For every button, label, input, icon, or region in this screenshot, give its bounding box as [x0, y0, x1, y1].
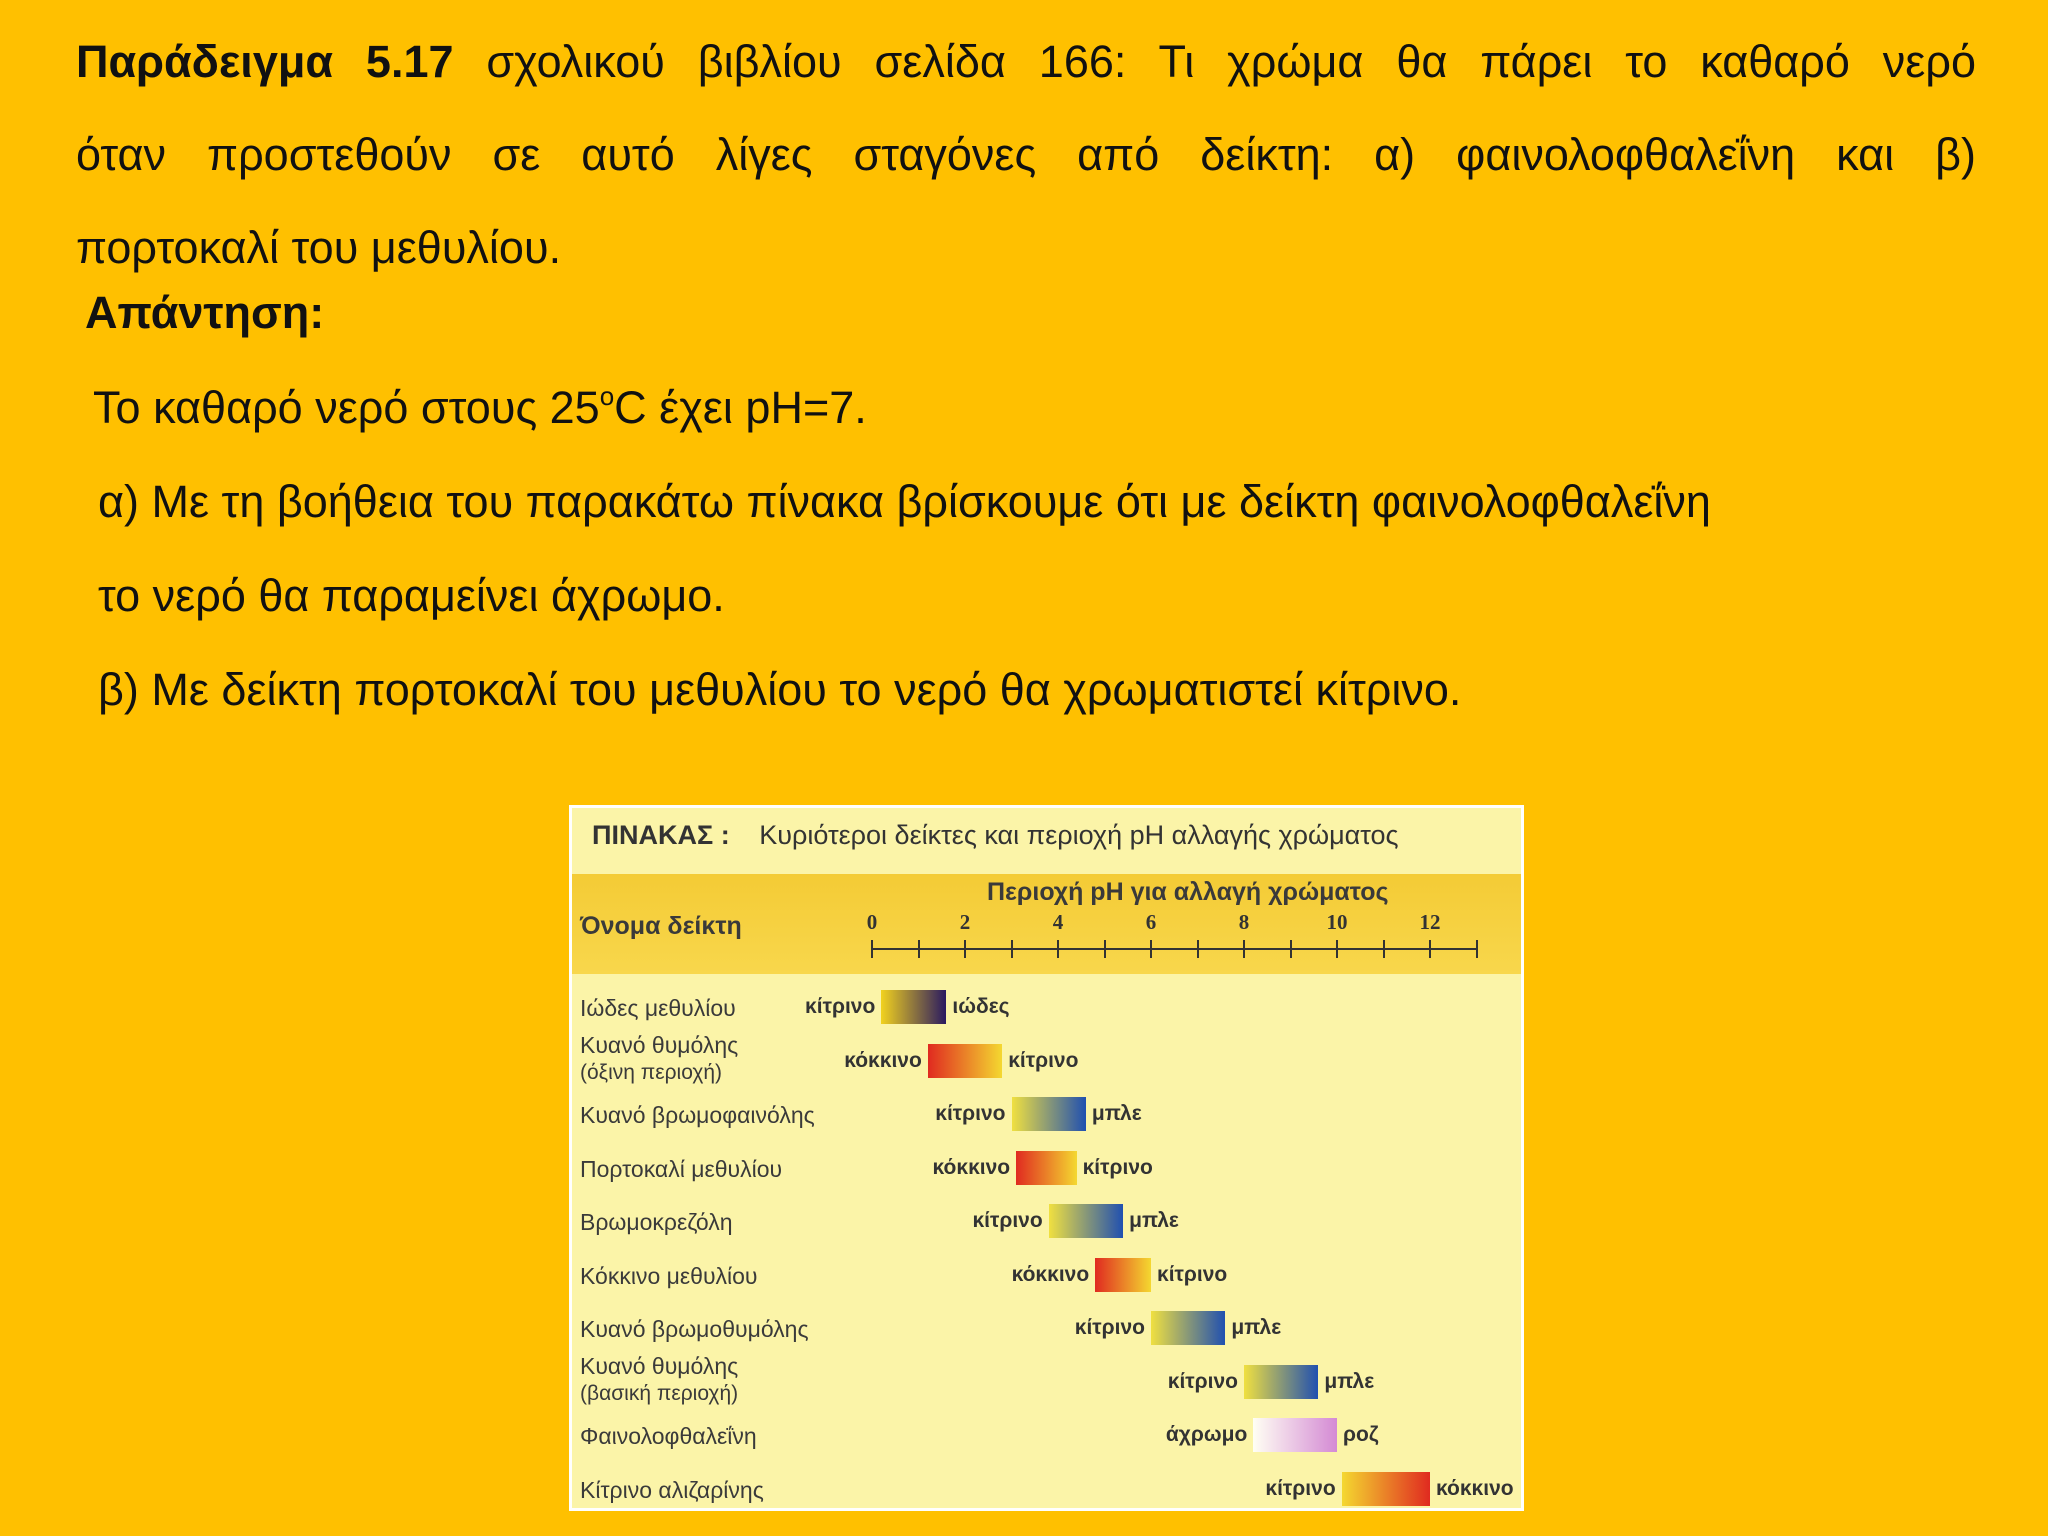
indicator-row [572, 1093, 1521, 1143]
question-line-1 [76, 34, 1976, 90]
high-ph-color-label: μπλε [1231, 1316, 1282, 1339]
column-range-header: Περιοχή pH για αλλαγή χρώματος [987, 878, 1389, 906]
table-title: Κυριότεροι δείκτες και περιοχή pH αλλαγής χρώματος [759, 820, 1399, 850]
question-line-3: πορτοκαλί του μεθυλίου. [76, 222, 562, 273]
color-transition-bar [1244, 1365, 1318, 1399]
degree-sup: o [599, 381, 615, 411]
indicator-row [572, 1414, 1521, 1464]
indicator-name-line: Φαινολοφθαλεΐνη [580, 1423, 757, 1449]
ph-tick-label: 8 [1238, 910, 1250, 934]
indicator-row [572, 1254, 1521, 1304]
ph-tick-label: 10 [1326, 910, 1348, 934]
answer-heading [85, 285, 324, 341]
indicator-name [580, 1353, 738, 1407]
high-ph-color-label: ροζ [1343, 1423, 1379, 1446]
indicator-name-line: Κυανό θυμόλης [580, 1352, 739, 1379]
ph-tick [1104, 940, 1106, 958]
low-ph-color-label: κίτρινο [1074, 1316, 1145, 1339]
indicator-name [580, 995, 736, 1022]
low-ph-color-label: κίτρινο [805, 995, 876, 1018]
indicator-name [580, 1316, 809, 1343]
ph-tick [1011, 940, 1013, 958]
table-label: ΠΙΝΑΚΑΣ : [592, 820, 730, 850]
low-ph-color-label: άχρωμο [1165, 1423, 1248, 1446]
ph-tick [1243, 940, 1245, 958]
color-transition-bar [1095, 1258, 1151, 1292]
ph-tick [964, 940, 966, 958]
high-ph-color-label: μπλε [1129, 1209, 1179, 1232]
high-ph-color-label: κόκκινο [1436, 1476, 1514, 1500]
indicator-name-subline: (βασική περιοχή) [580, 1381, 739, 1405]
example-label: Παράδειγμα 5.17 [76, 36, 454, 87]
ph-tick [1429, 940, 1431, 958]
color-transition-bar [1253, 1418, 1337, 1452]
ph-tick-label: 0 [866, 910, 878, 934]
table-header [572, 874, 1521, 974]
indicator-name-line: Κυανό βρωμοφαινόλης [580, 1102, 815, 1128]
indicator-name [580, 1102, 815, 1129]
ph-scale [572, 874, 1521, 974]
indicator-name [580, 1032, 738, 1086]
ph-tick [1336, 940, 1338, 958]
ph-tick-label: 6 [1145, 910, 1157, 934]
ph-tick [1197, 940, 1199, 958]
water-ph-line [93, 380, 867, 436]
low-ph-color-label: κόκκινο [1011, 1262, 1090, 1286]
color-transition-bar [1016, 1151, 1076, 1185]
question-line-2: όταν προστεθούν σε αυτό λίγες σταγόνες από δείκτη: α) φαινολοφθαλεΐνη και β) [76, 129, 1976, 180]
ph-tick [1383, 940, 1385, 958]
table-title-row [592, 820, 1399, 851]
ph-tick-label: 12 [1419, 910, 1441, 934]
indicator-name-line: Βρωμοκρεζόλη [580, 1209, 733, 1235]
color-transition-bar [1012, 1097, 1086, 1131]
indicator-row [572, 1147, 1521, 1197]
indicator-name-line: Κίτρινο αλιζαρίνης [580, 1476, 764, 1503]
indicator-name [580, 1156, 782, 1183]
color-transition-bar [1151, 1311, 1225, 1345]
water-ph-post: C έχει pH=7. [614, 382, 867, 433]
ph-tick [1057, 940, 1059, 958]
water-ph-pre: Το καθαρό νερό στους 25 [93, 382, 600, 433]
indicator-row [572, 1352, 1521, 1411]
question-text-1: σχολικού βιβλίου σελίδα 166: Τι χρώμα θα πάρει το καθαρό νερό [486, 36, 1976, 87]
high-ph-color-label: κίτρινο [1157, 1262, 1228, 1286]
color-transition-bar [928, 1044, 1002, 1078]
indicator-row [572, 1031, 1521, 1090]
color-transition-bar [1342, 1472, 1430, 1506]
indicator-name-line: Κυανό βρωμοθυμόλης [580, 1316, 809, 1342]
low-ph-color-label: κόκκινο [844, 1048, 922, 1072]
low-ph-color-label: κίτρινο [1265, 1476, 1336, 1500]
low-ph-color-label: κόκκινο [932, 1155, 1011, 1179]
column-name-header: Όνομα δείκτη [580, 912, 742, 940]
ph-tick [1476, 940, 1478, 958]
answer-a-line-2: το νερό θα παραμείνει άχρωμο. [98, 570, 725, 621]
ph-tick-label: 4 [1052, 910, 1064, 934]
indicator-name-line: Ιώδες μεθυλίου [580, 995, 736, 1021]
color-transition-bar [1049, 1204, 1123, 1238]
indicator-name-line: Κόκκινο μεθυλίου [580, 1262, 758, 1289]
answer-b-line: β) Με δείκτη πορτοκαλί του μεθυλίου το νερό θα χρωματιστεί κίτρινο. [98, 664, 1462, 715]
high-ph-color-label: μπλε [1324, 1369, 1375, 1393]
ph-axis-line [872, 948, 1477, 950]
low-ph-color-label: κίτρινο [1167, 1369, 1238, 1393]
ph-tick [871, 940, 873, 958]
ph-tick [918, 940, 920, 958]
indicator-name-line: Κυανό θυμόλης [580, 1031, 739, 1058]
answer-heading-text: Απάντηση: [85, 287, 325, 338]
indicator-name [580, 1423, 757, 1450]
indicator-row [572, 986, 1521, 1036]
high-ph-color-label: κίτρινο [1008, 1048, 1079, 1072]
indicator-table [569, 805, 1524, 1511]
color-transition-bar [881, 990, 946, 1024]
indicator-row [572, 1200, 1521, 1250]
indicator-name [580, 1477, 764, 1504]
low-ph-color-label: κίτρινο [972, 1209, 1043, 1232]
indicator-name [580, 1263, 758, 1290]
high-ph-color-label: μπλε [1091, 1102, 1142, 1125]
indicator-name [580, 1209, 733, 1236]
indicator-row [572, 1468, 1521, 1512]
ph-tick-label: 2 [959, 910, 971, 934]
indicator-row [572, 1307, 1521, 1357]
high-ph-color-label: ιώδες [952, 995, 1010, 1018]
ph-tick [1150, 940, 1152, 958]
ph-tick [1290, 940, 1292, 958]
low-ph-color-label: κίτρινο [935, 1102, 1006, 1125]
indicator-name-subline: (όξινη περιοχή) [580, 1060, 723, 1084]
high-ph-color-label: κίτρινο [1082, 1155, 1153, 1179]
answer-a-line-1: α) Με τη βοήθεια του παρακάτω πίνακα βρίσκουμε ότι με δείκτη φαινολοφθαλεΐνη [98, 476, 1711, 527]
indicator-name-line: Πορτοκαλί μεθυλίου [580, 1155, 783, 1182]
